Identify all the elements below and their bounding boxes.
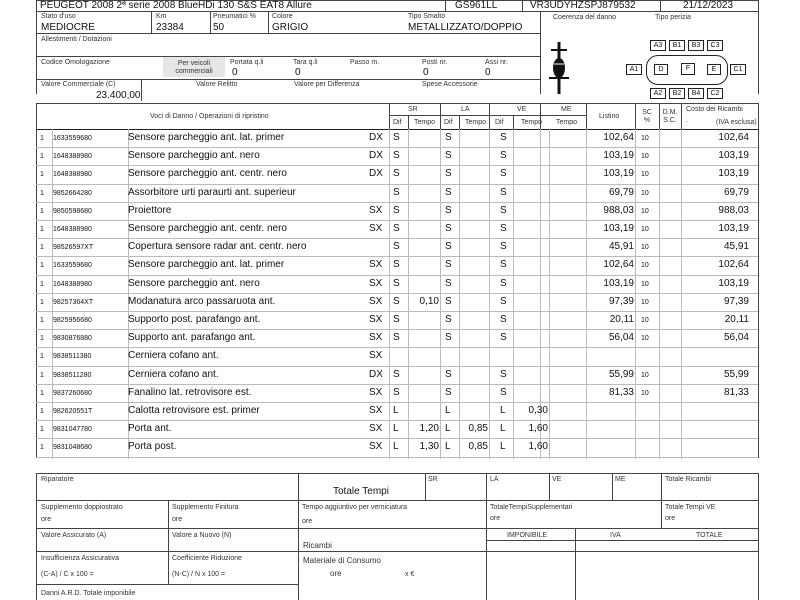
header-me: ME [561,106,572,113]
row-description: Sensore parcheggio ant. nero [128,277,260,289]
zone-a3[interactable]: A3 [650,40,666,51]
zone-b1[interactable]: B1 [669,40,685,51]
row-sr-dif: S [393,259,400,271]
row-ve-dif: S [500,259,507,271]
header-la-dif: Dif [444,119,453,126]
row-ve-dif: S [500,186,507,198]
assi-label: Assi nr. [485,59,508,66]
stato-value: MEDIOCRE [41,22,95,33]
row-description: Sensore parcheggio ant. nero [128,150,260,162]
tara-value: 0 [295,67,301,78]
row-side: DX [369,132,383,143]
row-la-dif: L [445,441,451,453]
header-dm: D.M. S.C. [662,109,678,124]
totale-tempi-ve-label: Totale Tempi VE [665,504,716,511]
posti-value: 0 [423,67,429,78]
supp-finitura-label: Supplemento Finitura [172,504,239,511]
row-costo: 103,19 [718,168,749,180]
row-code: 98526597XT [53,244,94,252]
row-qty: 1 [40,389,44,397]
row-la-dif: S [445,204,452,216]
row-listino: 103,19 [603,223,634,234]
header-ve-tempo: Tempo [521,119,543,126]
row-sr-dif: S [393,204,400,216]
coefficiente-label: Coefficiente Riduzione [172,555,242,562]
row-la-dif: S [445,223,452,234]
row-ve-dif: S [500,223,507,234]
row-la-dif: L [445,423,451,435]
row-divider [36,457,758,458]
row-sr-dif: S [393,277,400,289]
zone-f[interactable]: F [681,63,695,75]
row-sc: 10 [641,244,649,252]
row-code: 1633559680 [53,135,92,142]
header-sc: SC % [642,109,652,124]
materiale-label: Materiale di Consumo [303,556,381,565]
row-description: Porta post. [128,441,177,453]
km-value: 23384 [156,22,184,33]
row-qty: 1 [40,335,44,343]
row-description: Calotta retrovisore est. primer [128,405,260,416]
perizia-label: Tipo perizia [655,14,691,21]
row-qty: 1 [40,371,44,379]
row-qty: 1 [40,244,44,252]
row-sr-dif: S [393,168,400,180]
supp-doppiostrato-label: Supplemento doppiostrato [41,504,123,511]
row-costo: 103,19 [718,223,749,234]
row-costo: 20,11 [724,314,749,325]
row-side: SX [369,204,383,216]
row-side: SX [369,314,383,325]
header-iva: (IVA esclusa) [716,119,757,126]
row-ve-dif: L [500,441,506,453]
colore-value: GRIGIO [272,22,309,33]
row-description: Cerniera cofano ant. [128,350,219,362]
row-qty: 1 [40,189,44,197]
footer-la-label: LA [490,476,499,483]
row-code: 9825956680 [53,317,92,324]
totale-label: TOTALE [696,532,723,539]
row-side: SX [369,332,383,344]
row-qty: 1 [40,317,44,324]
row-code: 98257364XT [53,298,94,306]
row-ve-dif: S [500,332,507,344]
row-side: SX [369,295,383,307]
row-code: 1648388980 [53,280,92,288]
row-sr-dif: L [393,441,399,453]
row-side: DX [369,368,383,380]
zone-e[interactable]: E [707,64,721,75]
row-listino: 56,04 [608,332,634,344]
row-ve-dif: S [500,204,507,216]
row-sr-dif: L [393,423,399,435]
header-la: LA [461,106,470,113]
row-side: SX [369,277,383,289]
row-sc: 10 [641,317,649,324]
row-sr-dif: S [393,314,400,325]
row-costo: 97,39 [723,295,749,307]
omologazione-label: Codice Omologazione [41,59,110,66]
valore-commerciale-value: 23.400,00 [96,90,141,101]
zone-c3[interactable]: C3 [707,40,723,51]
row-costo: 988,03 [718,204,749,216]
row-listino: 97,39 [608,295,634,307]
footer-me-label: ME [615,476,626,483]
row-la-dif: S [445,368,452,380]
vehicle-vin: VR3UDYHZSPJ879532 [530,0,636,11]
header-voci: Voci di Danno / Operazioni di ripristino [150,113,269,120]
row-side: SX [369,405,383,416]
row-listino: 45,91 [608,241,634,253]
header-la-tempo: Tempo [465,119,487,126]
row-qty: 1 [40,426,44,434]
row-sr-tempo: 0,10 [419,295,439,307]
row-listino: 20,11 [609,314,634,325]
row-costo: 103,19 [718,150,749,162]
row-ve-dif: S [500,314,507,325]
row-ve-dif: S [500,150,507,162]
ca-formula: (C-A) / C x 100 = [41,571,94,578]
row-qty: 1 [40,408,44,415]
row-sr-dif: S [393,368,400,380]
nc-formula: (N-C) / N x 100 = [172,571,226,578]
row-la-dif: S [445,150,452,162]
row-ve-dif: L [500,423,506,435]
row-code: 9830876880 [53,335,92,343]
row-costo: 55,99 [723,368,749,380]
valore-relitto-label: Valore Relitto [196,81,238,88]
row-sc: 10 [641,207,649,215]
row-la-dif: S [445,168,452,180]
row-costo: 69,79 [723,186,749,198]
row-sr-dif: S [393,150,400,162]
row-side: SX [369,259,383,271]
row-code: 1648388980 [53,153,92,161]
row-code: 9831047780 [53,426,92,434]
row-side: DX [369,168,383,180]
header-ve-dif: Dif [495,119,504,126]
header-listino: Listino [599,113,620,120]
header-sr-dif: Dif [393,119,402,126]
coerenza-label: Coerenza del danno [553,14,617,21]
row-code: 9831048680 [53,444,92,452]
row-sc: 10 [641,226,649,233]
portata-value: 0 [232,67,238,78]
row-listino: 102,64 [603,132,634,143]
row-side: SX [369,386,383,398]
row-ve-tempo: 1,60 [528,441,548,453]
row-sr-dif: S [393,295,400,307]
supp-finitura-ore: ore [172,516,183,523]
row-costo: 102,64 [718,259,749,271]
row-description: Sensore parcheggio ant. lat. primer [128,259,285,271]
row-sc: 10 [641,135,649,142]
totale-tempi-supp-label: TotaleTempiSupplementari [490,504,573,511]
row-code: 1648388980 [53,171,92,179]
row-ve-dif: S [500,386,507,398]
row-sr-dif: S [393,132,400,143]
row-side: DX [369,150,383,162]
row-code: 9838511280 [53,371,92,379]
row-description: Modanatura arco passaruota ant. [128,295,276,307]
row-listino: 102,64 [603,259,634,271]
zone-b4[interactable]: B4 [688,88,704,99]
row-code: 9852664280 [53,189,92,197]
row-side: SX [369,423,383,435]
row-qty: 1 [40,226,44,233]
row-sc: 10 [641,280,649,288]
spese-accessorie-label: Spese Accessorie [422,81,478,88]
row-costo: 56,04 [723,332,749,344]
row-description: Supporto post. parafango ant. [128,314,261,325]
row-la-dif: S [445,386,452,398]
row-qty: 1 [40,280,44,288]
header-costo: Costo dei Ricambi [686,106,743,113]
header-sr-tempo: Tempo [414,119,436,126]
iva-label: IVA [610,532,621,539]
portata-label: Portata q.li [230,59,264,66]
header-dot: . [686,117,688,124]
row-ve-dif: L [500,405,506,416]
row-code: 9837260680 [53,389,92,397]
row-sr-dif: S [393,332,400,344]
row-la-dif: L [445,405,451,416]
vehicle-plate: GS961LL [455,0,498,11]
row-sr-dif: S [393,223,400,234]
row-costo: 103,19 [718,277,749,289]
header-ve: VE [517,106,527,113]
row-qty: 1 [40,262,44,270]
row-ve-dif: S [500,168,507,180]
row-side: SX [369,350,383,362]
row-ve-dif: S [500,277,507,289]
header-me-tempo: Tempo [556,119,578,126]
row-la-dif: S [445,132,452,143]
row-ve-dif: S [500,295,507,307]
row-sc: 10 [641,262,649,270]
row-la-dif: S [445,332,452,344]
footer-ve-label: VE [552,476,562,483]
totale-tempi-ve-ore: ore [665,515,676,522]
totale-tempi-supp-ore: ore [490,515,501,522]
row-code: 1633559680 [53,262,92,270]
row-qty: 1 [40,171,44,179]
row-qty: 1 [40,153,44,161]
totale-ricambi-label: Totale Ricambi [665,476,711,483]
row-qty: 1 [40,444,44,452]
row-code: 982620551T [53,408,93,415]
row-description: Fanalino lat. retrovisore est. [128,386,252,398]
supp-doppiostrato-ore: ore [41,516,52,523]
row-la-dif: S [445,186,452,198]
zone-b3[interactable]: B3 [688,40,704,51]
row-description: Cerniera cofano ant. [128,368,219,380]
header-sr: SR [408,106,418,113]
materiale-ore: ore [330,569,342,578]
row-ve-tempo: 0,30 [528,405,548,416]
row-sr-dif: S [393,186,400,198]
row-qty: 1 [40,353,44,361]
row-costo: 81,33 [723,386,749,398]
row-sr-tempo: 1,20 [419,423,439,435]
row-listino: 103,19 [603,168,634,180]
row-description: Sensore parcheggio ant. lat. primer [128,132,285,143]
row-code: 9850598680 [53,207,92,215]
stato-label: Stato d'uso [41,13,76,20]
row-listino: 103,19 [603,150,634,162]
zone-a2[interactable]: A2 [650,88,666,99]
row-sr-tempo: 1,30 [419,441,439,453]
row-ve-tempo: 1,60 [528,423,548,435]
row-la-dif: S [445,259,452,271]
danni-ard-label: Danni A.R.D. Totale imponibile [41,590,136,597]
row-costo: 102,64 [718,132,749,143]
row-sc: 10 [641,371,649,379]
footer-sr-label: SR [428,476,438,483]
row-description: Porta ant. [128,423,172,435]
row-qty: 1 [40,207,44,215]
row-ve-dif: S [500,241,507,253]
row-side: SX [369,223,383,234]
row-la-dif: S [445,314,452,325]
row-ve-dif: S [500,368,507,380]
row-qty: 1 [40,135,44,142]
row-code: 1648388980 [53,226,92,233]
motorcycle-icon [546,40,572,96]
row-description: Supporto ant. parafango ant. [128,332,256,344]
totale-tempi-label: Totale Tempi [333,486,389,497]
row-code: 9838511380 [53,353,92,361]
assi-value: 0 [485,67,491,78]
imponibile-label: IMPONIBILE [507,532,548,539]
valore-commerciale-label: Valore Commerciale (C) [41,81,116,88]
ricambi-label: Ricambi [303,541,332,550]
row-la-dif: S [445,241,452,253]
zone-c1[interactable]: C1 [730,64,746,75]
row-sc: 10 [641,171,649,179]
row-sr-dif: S [393,241,400,253]
row-description: Proiettore [128,204,172,216]
row-ve-dif: S [500,132,507,143]
row-sc: 10 [641,335,649,343]
posti-label: Posti nr. [422,59,448,66]
materiale-euro: x € [405,571,415,578]
row-costo: 45,91 [723,241,749,253]
km-label: Km [156,13,167,20]
insufficienza-label: Insufficienza Assicurativa [41,555,120,562]
row-sc: 10 [641,298,649,306]
row-description: Copertura sensore radar ant. centr. nero [128,241,307,253]
row-description: Sensore parcheggio ant. centr. nero [128,223,287,234]
row-listino: 69,79 [608,186,634,198]
row-sr-dif: S [393,386,400,398]
tempo-aggiuntivo-ore: ore [302,518,313,525]
zone-c2[interactable]: C2 [707,88,723,99]
row-description: Assorbitore urti paraurti ant. superieur [128,186,296,198]
smalto-value: METALLIZZATO/DOPPIO [408,22,523,33]
row-listino: 988,03 [603,204,634,216]
pneumatici-value: 50 [213,22,225,33]
zone-b2[interactable]: B2 [669,88,685,99]
tempo-aggiuntivo-label: Tempo aggiuntivo per verniciatura [302,504,408,511]
allestimenti-label: Allestimenti / Dotazioni [41,36,112,43]
row-sc: 10 [641,153,649,161]
passo-label: Passo m. [350,59,380,66]
colore-label: Colore [272,13,293,20]
row-la-tempo: 0,85 [468,423,488,435]
row-sc: 10 [641,189,649,197]
zone-d[interactable]: D [654,64,668,75]
row-la-dif: S [445,295,452,307]
vehicle-model: PEUGEOT 2008 2ª serie 2008 BlueHDi 130 S&S EAT8 Allure [40,0,312,11]
row-listino: 55,99 [608,368,634,380]
row-sc: 10 [641,389,649,397]
pneumatici-label: Pneumatici % [213,13,256,20]
zone-a1[interactable]: A1 [626,64,642,75]
row-la-dif: S [445,277,452,289]
riparatore-label: Riparatore [41,476,74,483]
row-qty: 1 [40,298,44,306]
tara-label: Tara q.li [293,59,318,66]
report-date: 21/12/2023 [683,0,734,11]
row-listino: 81,33 [608,386,634,398]
per-veicoli-box: Per veicoli commerciali [163,57,225,77]
valore-assicurato-label: Valore Assicurato (A) [41,532,107,539]
row-la-tempo: 0,85 [468,441,488,453]
row-side: SX [369,441,383,453]
row-sr-dif: L [393,405,399,416]
row-listino: 103,19 [603,277,634,289]
smalto-label: Tipo Smalto [408,13,446,20]
row-description: Sensore parcheggio ant. centr. nero [128,168,287,180]
valore-differenza-label: Valore per Differenza [294,81,360,88]
valore-nuovo-label: Valore a Nuovo (N) [172,532,232,539]
